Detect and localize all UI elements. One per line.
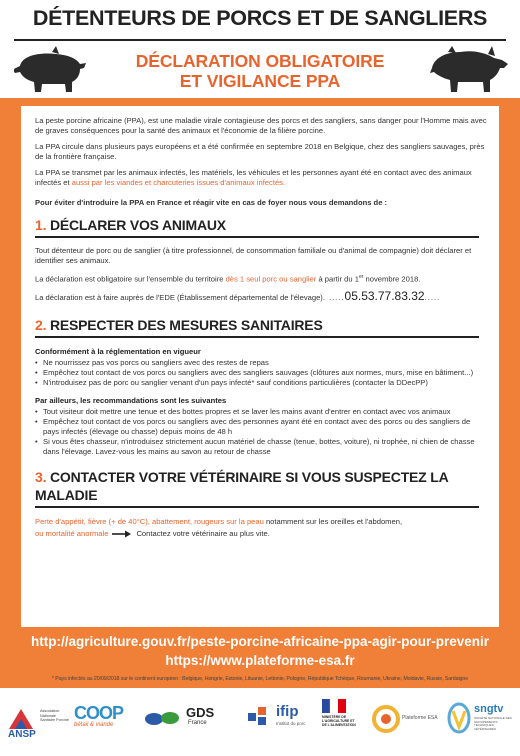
agriculture-link[interactable]: http://agriculture.gouv.fr/peste-porcine-africaine-ppa-agir-pour-prevenir [30, 634, 490, 649]
esa-logo [372, 705, 438, 738]
page-title: DÉTENTEURS DE PORCS ET DE SANGLIERS [32, 6, 488, 30]
esa-emblem-icon [372, 705, 400, 733]
title-divider [14, 39, 506, 41]
ifip-logo [246, 703, 306, 734]
intro-p3 [35, 168, 487, 188]
links-block [0, 632, 520, 670]
section1-p1: Tout détenteur de porc ou de sanglier (à titre professionnel, de consommation familiale ou d'animal de compagnie) doit déclarer et identifier ses animaux. [35, 246, 472, 265]
section1-title: DÉCLARER VOS ANIMAUX [46, 217, 226, 233]
intro-p3-highlight: aussi par les viandes et charcuteries issues d'animaux infectés. [71, 178, 286, 187]
content-card [21, 106, 499, 627]
ifip-name: ifip [276, 703, 299, 720]
list-item: • N'introduisez pas de porc ou sanglier venant d'un pays infecté* sauf conditions particulières (contacter la DDecPP) [35, 378, 487, 388]
intro-p1: La peste porcine africaine (PPA), est une maladie virale contagieuse des porcs et des sangliers, sans danger pour l'Homme mais avec de graves conséquences pour la santé des animaux et l'économie de la filière porcine. [35, 116, 487, 135]
section3-number: 3. [35, 468, 47, 485]
subtitle [90, 51, 430, 91]
pig-icon-left [12, 46, 88, 94]
section3-l2 [35, 529, 487, 539]
partner-logos [0, 695, 520, 756]
section1-p2-sup: er [358, 274, 364, 280]
list-item: • Empêchez tout contact de vos porcs ou sangliers avec des personnes ayant été en contact avec des porcs ou des sangliers de pays infectés (élevage ou chasse) depuis moins de 48 h [35, 417, 487, 437]
gds-logo [142, 705, 215, 734]
intro-p3-text: La PPA se transmet par les animaux infectés, les matériels, les véhicules et les personnes ayant été en contact avec des animaux infectés et [35, 168, 472, 187]
esa-link[interactable]: https://www.plateforme-esa.fr [165, 653, 355, 668]
subtitle-line2: ET VIGILANCE PPA [179, 71, 341, 91]
ansp-name: ANSP [8, 729, 36, 740]
section1-p2-c: novembre 2018. [363, 274, 421, 284]
section1-p2-a: La déclaration est obligatoire sur l'ensemble du territoire [35, 274, 226, 284]
gds-sub: France [188, 720, 207, 726]
section1-p2-b: à partir du 1 [316, 274, 359, 284]
phone-dots-after: ..... [424, 292, 441, 302]
list-item: • Ne nourrissez pas vos porcs ou sangliers avec des restes de repas [35, 358, 487, 368]
ministere-name: MINISTÈRE DE L'AGRICULTURE ET DE L'ALIMENTATION [322, 715, 356, 727]
section1-divider [35, 236, 479, 238]
orange-band [0, 98, 520, 688]
contact-vet-text: Contactez votre vétérinaire au plus vite. [136, 528, 270, 538]
section2-sub1: Conformément à la réglementation en vigueur [35, 346, 201, 356]
intro-p2: La PPA circule dans plusieurs pays européens et a été confirmée en septembre 2018 en Belgique, chez des sangliers sauvages, près de la frontière française. [35, 142, 485, 161]
section1-p2 [35, 272, 487, 285]
arrow-right-icon [112, 530, 132, 538]
ansp-logo [6, 705, 69, 740]
ansp-sub: Association Nationale Sanitaire Porcine [40, 709, 69, 722]
list-item: • Tout visiteur doit mettre une tenue et des bottes propres et se laver les mains avant d'entrer en contact avec vos animaux [35, 407, 487, 417]
section2-number: 2. [35, 316, 47, 333]
list-item: • Si vous êtes chasseur, n'introduisez strictement aucun matériel de chasse (tenue, bottes, voiture), ni trophée, ni chien de chasse dans l'élevage. Lavez-vous les mains au savon au retour de chasse [35, 437, 487, 457]
list-item: • Empêchez tout contact de vos porcs ou sangliers avec des sangliers sauvages (clôtures aux normes, murs, mise en bâtiment...) [35, 368, 487, 378]
gds-animals-icon [142, 705, 182, 729]
header [0, 0, 520, 100]
symptoms-rest: notamment sur les oreilles et l'abdomen, [263, 516, 403, 526]
sngtv-emblem-icon [446, 701, 472, 735]
ifip-emblem-icon [246, 703, 274, 729]
mortality-highlight: ou mortalité anormale [35, 528, 109, 538]
section2-divider [35, 336, 479, 338]
ede-phone-number: 05.53.77.83.32 [344, 288, 425, 303]
intro-lead: Pour éviter d'introduire la PPA en France et réagir vite en cas de foyer nous vous demandons de : [35, 198, 388, 207]
ifip-sub: Institut du porc [276, 721, 306, 726]
section1-heading [35, 217, 487, 235]
subtitle-line1: DÉCLARATION OBLIGATOIRE [135, 51, 385, 71]
section3-divider [35, 506, 479, 508]
marianne-flag-icon [322, 699, 346, 713]
section1-number: 1. [35, 217, 47, 233]
section3-title: CONTACTER VOTRE VÉTÉRINAIRE SI VOUS SUSPECTEZ LA MALADIE [35, 468, 448, 503]
section1-p3-text: La déclaration est à faire auprès de l'EDE (Établissement départemental de l'élevage). [35, 292, 325, 302]
gds-name: GDS [186, 705, 215, 720]
phone-dots-before: ..... [328, 292, 345, 302]
footnote: * Pays infectés au 20/09/2018 sur le continent européen : Belgique, Hongrie, Estonie, Lituanie, Lettonie, Pologne, République Tchèque, Roumanie, Ukraine, Moldavie, Russie, Sardaigne [51, 676, 469, 682]
sngtv-logo [446, 701, 512, 740]
section2-list2 [35, 407, 487, 457]
section2-heading [35, 317, 487, 335]
section2-title: RESPECTER DES MESURES SANITAIRES [46, 316, 323, 333]
esa-name: Plateforme ESA [402, 715, 438, 721]
sngtv-sub: SOCIÉTÉ NATIONALE DES GROUPEMENTS TECHNIQUES VÉTÉRINAIRES [474, 716, 512, 731]
section2-sub2: Par ailleurs, les recommandations sont les suivantes [35, 395, 227, 405]
section3-l1 [35, 517, 487, 527]
symptoms-highlight: Perte d'appétit, fièvre (+ de 40°C), abattement, rougeurs sur la peau [35, 516, 264, 526]
coop-sub: bétail & viande [74, 722, 114, 728]
coop-name: COOP [74, 703, 124, 723]
section3-heading [35, 469, 487, 505]
sngtv-name: sngtv [474, 703, 504, 715]
section1-p2-highlight: dès 1 seul porc ou sanglier [225, 274, 317, 284]
section1-p3 [35, 288, 487, 303]
boar-icon-right [428, 44, 510, 94]
section2-list1 [35, 358, 487, 388]
coop-logo [74, 703, 123, 728]
ministere-logo [322, 699, 356, 727]
